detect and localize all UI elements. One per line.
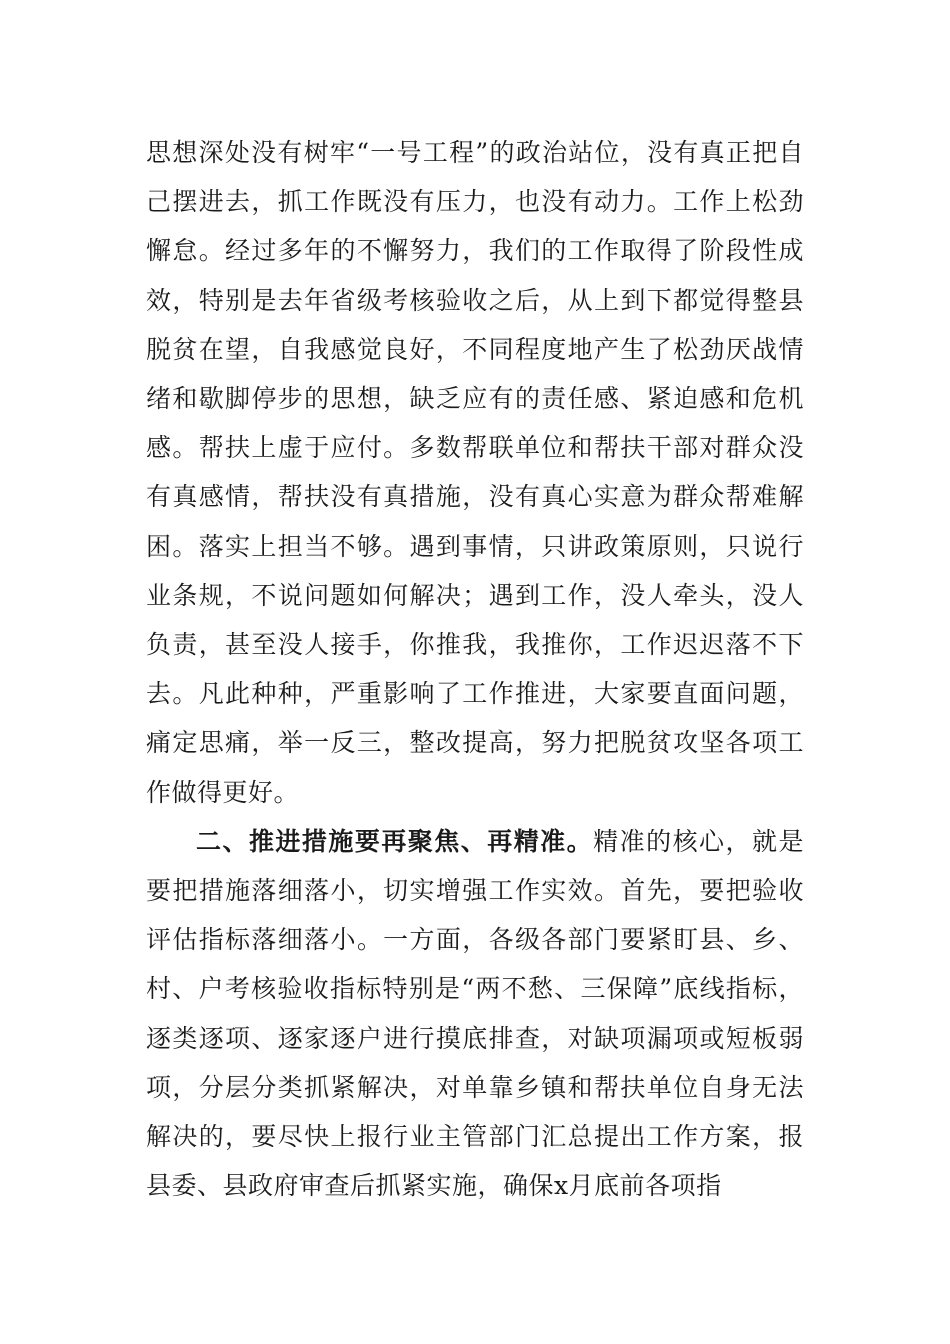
paragraph-2-body: 精准的核心，就是要把措施落细落小，切实增强工作实效。首先，要把验收评估指标落细落小。一方面，各级各部门要紧盯县、乡、村、户考核验收指标特别是“两不愁、三保障”底线指标，逐类逐项、逐家逐户进行摸底排查，对缺项漏项或短板弱项，分层分类抓紧解决，对单靠乡镇和帮扶单位自身无法解决的，要尽快上报行业主管部门汇总提出工作方案，报县委、县政府审查后抓紧实施，确保x月底前各项指 [146,826,804,1201]
paragraph-2 [146,817,804,1211]
section-heading-2: 二、推进措施要再聚焦、再精准。 [196,826,594,856]
paragraph-1: 思想深处没有树牢“一号工程”的政治站位，没有真正把自己摆进去，抓工作既没有压力，也没有动力。工作上松劲懈怠。经过多年的不懈努力，我们的工作取得了阶段性成效，特别是去年省级考核验收之后，从上到下都觉得整县脱贫在望，自我感觉良好，不同程度地产生了松劲厌战情绪和歇脚停步的思想，缺乏应有的责任感、紧迫感和危机感。帮扶上虚于应付。多数帮联单位和帮扶干部对群众没有真感情，帮扶没有真措施，没有真心实意为群众帮难解困。落实上担当不够。遇到事情，只讲政策原则，只说行业条规，不说问题如何解决；遇到工作，没人牵头，没人负责，甚至没人接手，你推我，我推你，工作迟迟落不下去。凡此种种，严重影响了工作推进，大家要直面问题，痛定思痛，举一反三，整改提高，努力把脱贫攻坚各项工作做得更好。 [146,138,804,807]
document-body [146,128,804,1210]
